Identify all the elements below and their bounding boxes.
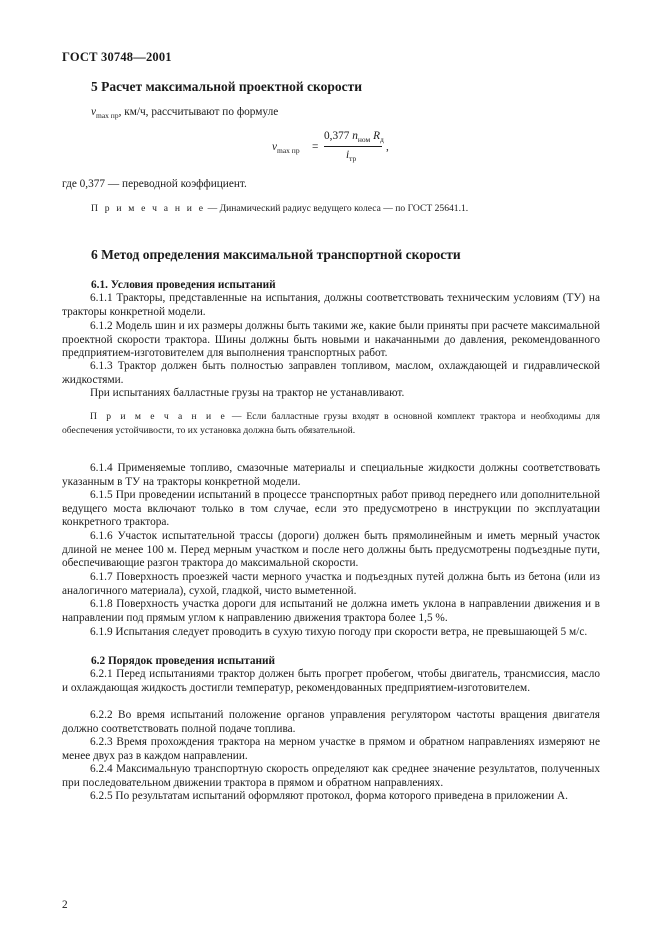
document-code: ГОСТ 30748—2001 [62,50,172,64]
page-number: 2 [62,899,68,911]
para-6-1-9: 6.1.9 Испытания следует проводить в сухую тихую погоду при скорости ветра, не превышающей 5 м/с. [90,626,588,638]
para-6-2-5: 6.2.5 По результатам испытаний оформляют протокол, форма которого приведена в приложении А. [90,790,569,802]
para-6-1-3: 6.1.3 Трактор должен быть полностью заправлен топливом, маслом, охлаждающей и гидравлической жидкостями. [62,360,600,386]
max-speed-formula [272,130,402,166]
para-6-1-7: 6.1.7 Поверхность проезжей части мерного участка и подъездных путей должна быть из бетона (или из аналогичного материала), сухой, гладкой, чисто выметенной. [62,571,600,597]
section-5-title: 5 Расчет максимальной проектной скорости [91,79,363,94]
note-1 [91,202,600,216]
para-6-1-1: 6.1.1 Тракторы, представленные на испытания, должны соответствовать техническим условиям (ТУ) на тракторы конкретной модели. [62,292,600,318]
para-6-2-3: 6.2.3 Время прохождения трактора на мерном участке в прямом и обратном направлениях измеряют не менее двух раз в каждом направлении. [62,736,600,762]
para-6-2-1: 6.2.1 Перед испытаниями трактор должен быть прогрет пробегом, чтобы двигатель, трансмиссия, масло и охлаждающая жидкость достигли температур, рекомендованных предприятием-изготовителем. [62,668,600,694]
para-6-1-5: 6.1.5 При проведении испытаний в процессе транспортных работ привод переднего или дополнительной ведущего моста включают только в том случае, если это предусмотрено в инструкции по эксплуатации конкретного трактора. [62,489,600,529]
para-6-1-8: 6.1.8 Поверхность участка дороги для испытаний не должна иметь уклона в направлении движения и в направлении под прямым углом к направлению движения трактора более 1,5 %. [62,598,600,624]
section-6-title: 6 Метод определения максимальной транспортной скорости [91,247,461,262]
para-6-1-4: 6.1.4 Применяемые топливо, смазочные материалы и специальные жидкости должны соответствовать указанным в ТУ на тракторы конкретной модели. [62,462,600,488]
intro-subscript: max пр [96,111,119,120]
intro-text: , км/ч, рассчитывают по формуле [118,106,279,118]
formula-fraction-bar [324,146,382,147]
note-1-text: — Динамический радиус ведущего колеса — по ГОСТ 25641.1. [205,203,469,214]
formula-comma: , [386,141,389,153]
formula-equals: = [312,141,319,153]
subsection-6-1-title: 6.1. Условия проведения испытаний [91,279,276,291]
formula-where: где 0,377 — переводной коэффициент. [62,178,247,190]
subsection-6-2-title: 6.2 Порядок проведения испытаний [91,655,275,667]
para-6-1-2: 6.1.2 Модель шин и их размеры должны быть такими же, какие были приняты при расчете максимальной проектной скорости трактора. Шины должны быть новыми и накачанными до давления, рекомендованного предприятием-изготовителем для выполнения транспортных работ. [62,320,600,360]
note-2-label: П р и м е ч а н и е [90,411,227,422]
formula-denominator: $i_{тр}$ [346,149,357,163]
formula-lhs: $v_{max пр}$ [272,141,300,155]
formula-numerator: 0,377 $n_{ном}$ $R_д$ [324,130,384,144]
para-6-2-4: 6.2.4 Максимальную транспортную скорость определяют как среднее значение результатов, полученных при последовательном движении трактора в прямом и обратном направлениях. [62,763,600,789]
note-2 [62,410,600,437]
formula-intro [91,106,278,123]
intro-symbol: v [91,106,97,118]
para-6-2-2: 6.2.2 Во время испытаний положение органов управления регулятором частоты вращения двигателя должно соответствовать полной подаче топлива. [62,709,600,735]
para-6-1-3-ballast: При испытаниях балластные грузы на трактор не устанавливают. [90,387,405,399]
para-6-1-6: 6.1.6 Участок испытательной трассы (дороги) должен быть прямолинейным и иметь мерный участок длиной не менее 100 м. Перед мерным участком и после него должны быть предусмотрены подъездные пути, обеспечивающие разгон трактора до максимальной скорости. [62,530,600,570]
note-2-text: — Если балластные грузы входят в основной комплект трактора и необходимы для обеспечения устойчивости, то их установка должна быть обязательной. [62,411,600,436]
note-1-label: П р и м е ч а н и е [91,203,206,214]
